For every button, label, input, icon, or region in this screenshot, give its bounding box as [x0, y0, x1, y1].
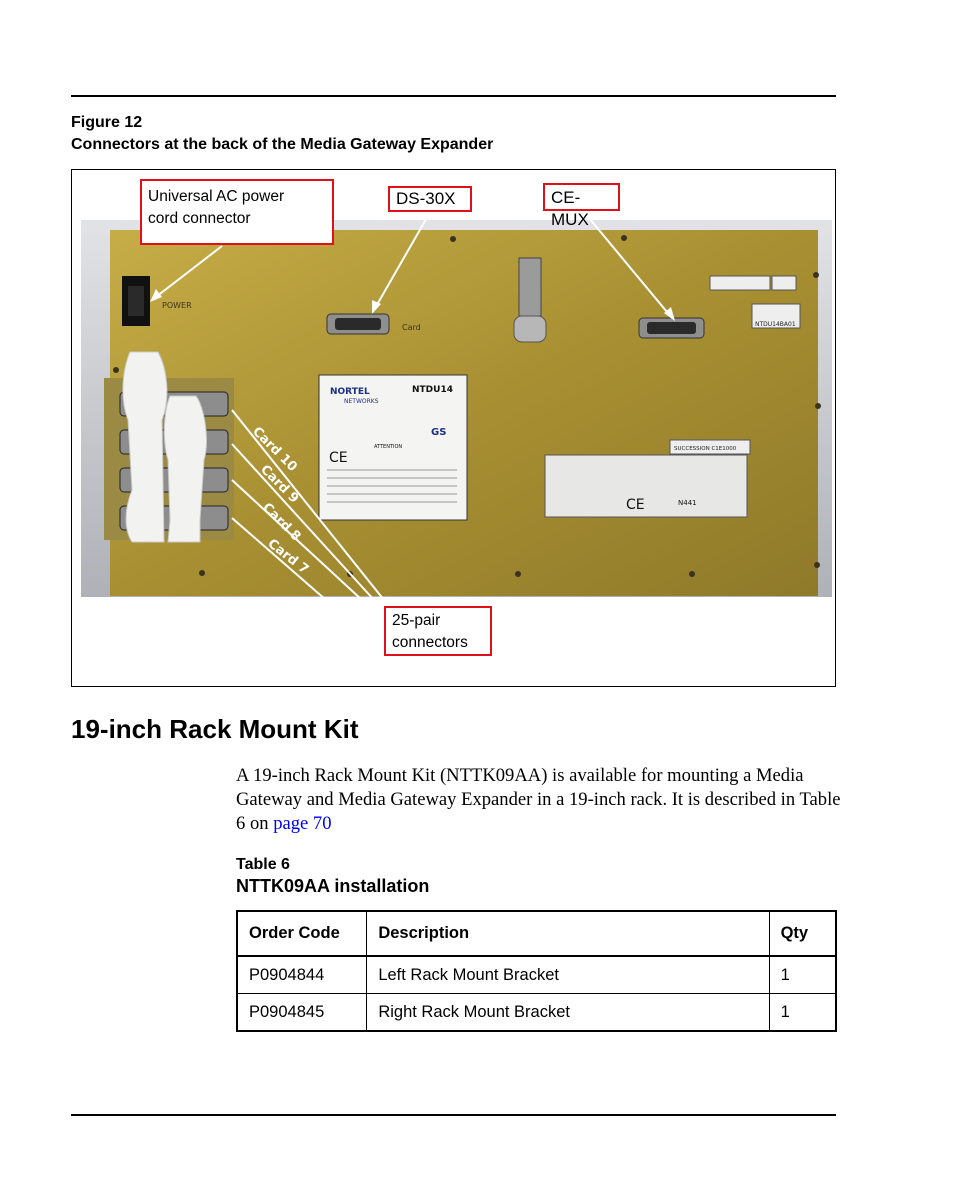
table-title: NTTK09AA installation [236, 876, 430, 896]
card-label-10: Card 10 [249, 424, 300, 475]
header-order-code: Order Code [237, 911, 367, 956]
table-header-row [237, 911, 836, 956]
callout-25-pair [384, 606, 492, 656]
cell-qty: 1 [769, 994, 836, 1032]
figure-number: Figure 12 [71, 114, 143, 131]
callout-25-pair-line2: connectors [392, 634, 468, 651]
figure-caption: Connectors at the back of the Media Gateway Expander [71, 136, 494, 153]
header-description: Description [367, 911, 769, 956]
label-gs: GS [431, 427, 447, 438]
card-text: Card [402, 323, 421, 332]
label-ce: CE [329, 450, 348, 466]
cell-description: Left Rack Mount Bracket [367, 956, 769, 994]
callout-cemux: CE-MUX [543, 183, 620, 211]
fcc-ce: CE [626, 497, 645, 513]
nortel-brand-2: NETWORKS [344, 398, 379, 405]
callout-25-pair-line1: 25-pair [392, 612, 441, 629]
cell-qty: 1 [769, 956, 836, 994]
card-label-7: Card 7 [264, 536, 312, 578]
succession-text: SUCCESSION C1E1000 [674, 446, 737, 452]
section-title: 19-inch Rack Mount Kit [71, 714, 359, 744]
right-label-id: NTDU14BA01 [755, 321, 796, 328]
callout-ac-power-line1: Universal AC power [148, 188, 285, 205]
fcc-label [545, 455, 747, 517]
bottom-rule [71, 1114, 836, 1116]
top-rule [71, 95, 836, 97]
callout-ds30x: DS-30X [388, 186, 472, 212]
paragraph-text: A 19-inch Rack Mount Kit (NTTK09AA) is available for mounting a Media Gateway and Media Gateway Expander in a 19-inch rack. It is described in Table 6 on [236, 765, 841, 834]
page-link[interactable]: page 70 [273, 813, 332, 834]
section-paragraph [236, 764, 841, 836]
cell-order-code: P0904844 [237, 956, 367, 994]
fcc-n441: N441 [678, 499, 697, 507]
power-text: POWER [162, 301, 192, 310]
cell-description: Right Rack Mount Bracket [367, 994, 769, 1032]
table-row [237, 994, 836, 1032]
table-number: Table 6 [236, 856, 290, 873]
ground-clamp [519, 258, 541, 316]
kit-table [236, 910, 837, 1032]
card-label-9: Card 9 [257, 462, 302, 507]
figure-photo [71, 169, 836, 687]
callout-ac-power-line2: cord connector [148, 210, 251, 227]
card-label-8: Card 8 [259, 500, 304, 545]
table-row [237, 956, 836, 994]
cell-order-code: P0904845 [237, 994, 367, 1032]
label-attention: ATTENTION [374, 444, 403, 450]
callout-ac-power [140, 179, 334, 245]
header-qty: Qty [769, 911, 836, 956]
label-model: NTDU14 [412, 385, 453, 395]
nortel-brand: NORTEL [330, 387, 370, 397]
